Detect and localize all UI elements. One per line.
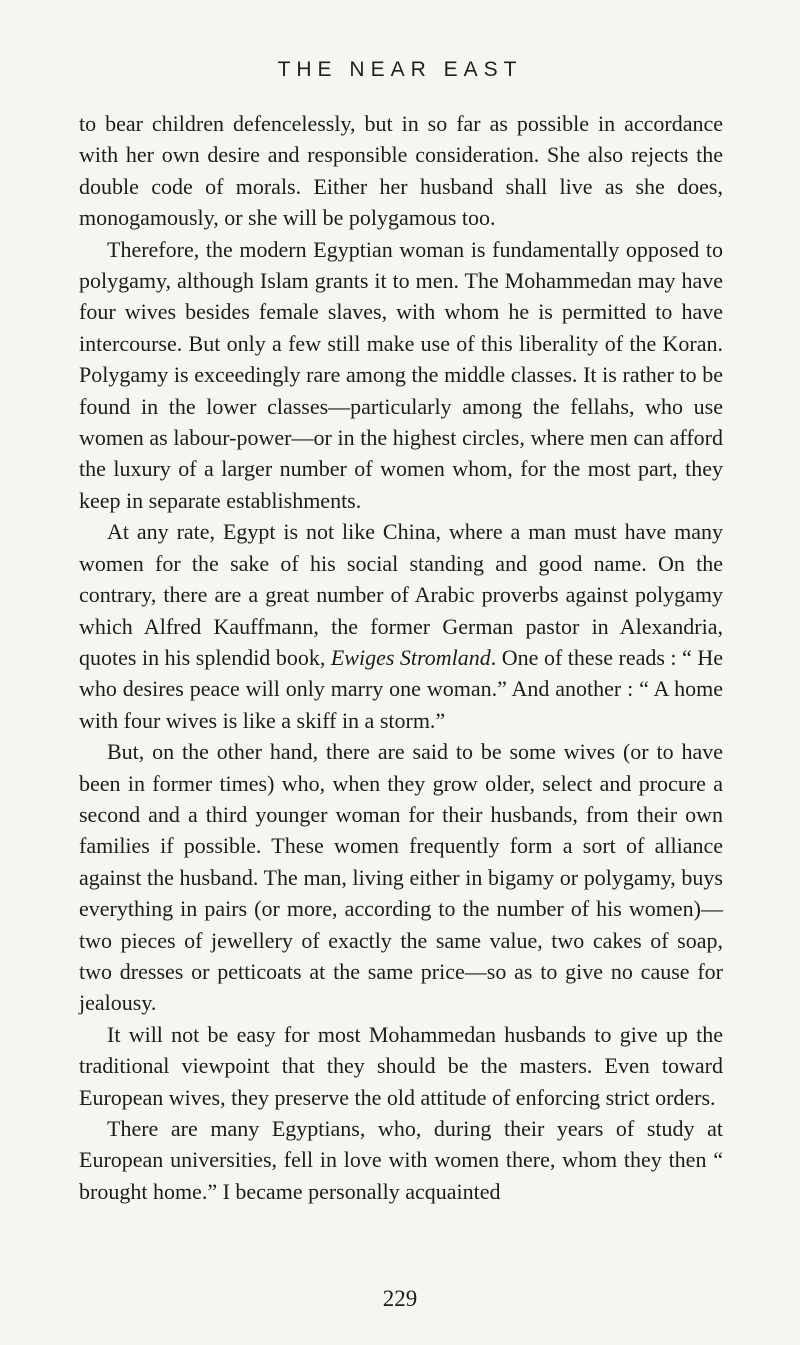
paragraph-3-after: . One of these reads : “ He who desires peace will only marry one woman.” And another : “ A home with four wives is like a skiff in a storm.”: [79, 644, 723, 733]
book-title: Ewiges Stromland: [330, 644, 491, 670]
paragraph-3: [79, 516, 723, 736]
paragraph-1: to bear children defencelessly, but in so far as possible in accordance with her own desire and responsible consideration. She also rejects the double code of morals. Either her husband shall live as she does, monogamously, or she will be polygamous too.: [79, 111, 723, 231]
paragraph-2: Therefore, the modern Egyptian woman is fundamentally opposed to polygamy, although Islam grants it to men. The Mohammedan may have four wives besides female slaves, with whom he is permitted to have intercourse. But only a few still make use of this liberality of the Koran. Polygamy is exceedingly rare among the middle classes. It is rather to be found in the lower classes—particularly among the fellahs, who use women as labour-power—or in the highest circles, where men can afford the luxury of a larger number of women whom, for the most part, they keep in separate establishments.: [79, 236, 723, 513]
paragraph-3-before: At any rate, Egypt is not like China, where a man must have many women for the sake of his social standing and good name. On the contrary, there are a great number of Arabic proverbs against polygamy which Alfred Kauffmann, the former German pastor in Alexandria, quotes in his splendid book,: [79, 519, 723, 670]
page-number: 229: [382, 1286, 418, 1311]
body-text: [79, 108, 723, 1207]
paragraph-6: There are many Egyptians, who, during their years of study at European universities, fell in love with women there, whom they then “ brought home.” I became personally acquainted: [79, 1116, 723, 1204]
paragraph-4: But, on the other hand, there are said to be some wives (or to have been in former times) who, when they grow older, select and procure a second and a third younger woman for their husbands, from their own families if possible. These women frequently form a sort of alliance against the husband. The man, living either in bigamy or polygamy, buys everything in pairs (or more, according to the number of his women)—two pieces of jewellery of exactly the same value, two cakes of soap, two dresses or petticoats at the same price—so as to give no cause for jealousy.: [79, 739, 723, 1016]
paragraph-5: It will not be easy for most Mohammedan husbands to give up the traditional viewpoint that they should be the masters. Even toward European wives, they preserve the old attitude of enforcing strict orders.: [79, 1021, 723, 1110]
running-header: THE NEAR EAST: [277, 58, 523, 81]
